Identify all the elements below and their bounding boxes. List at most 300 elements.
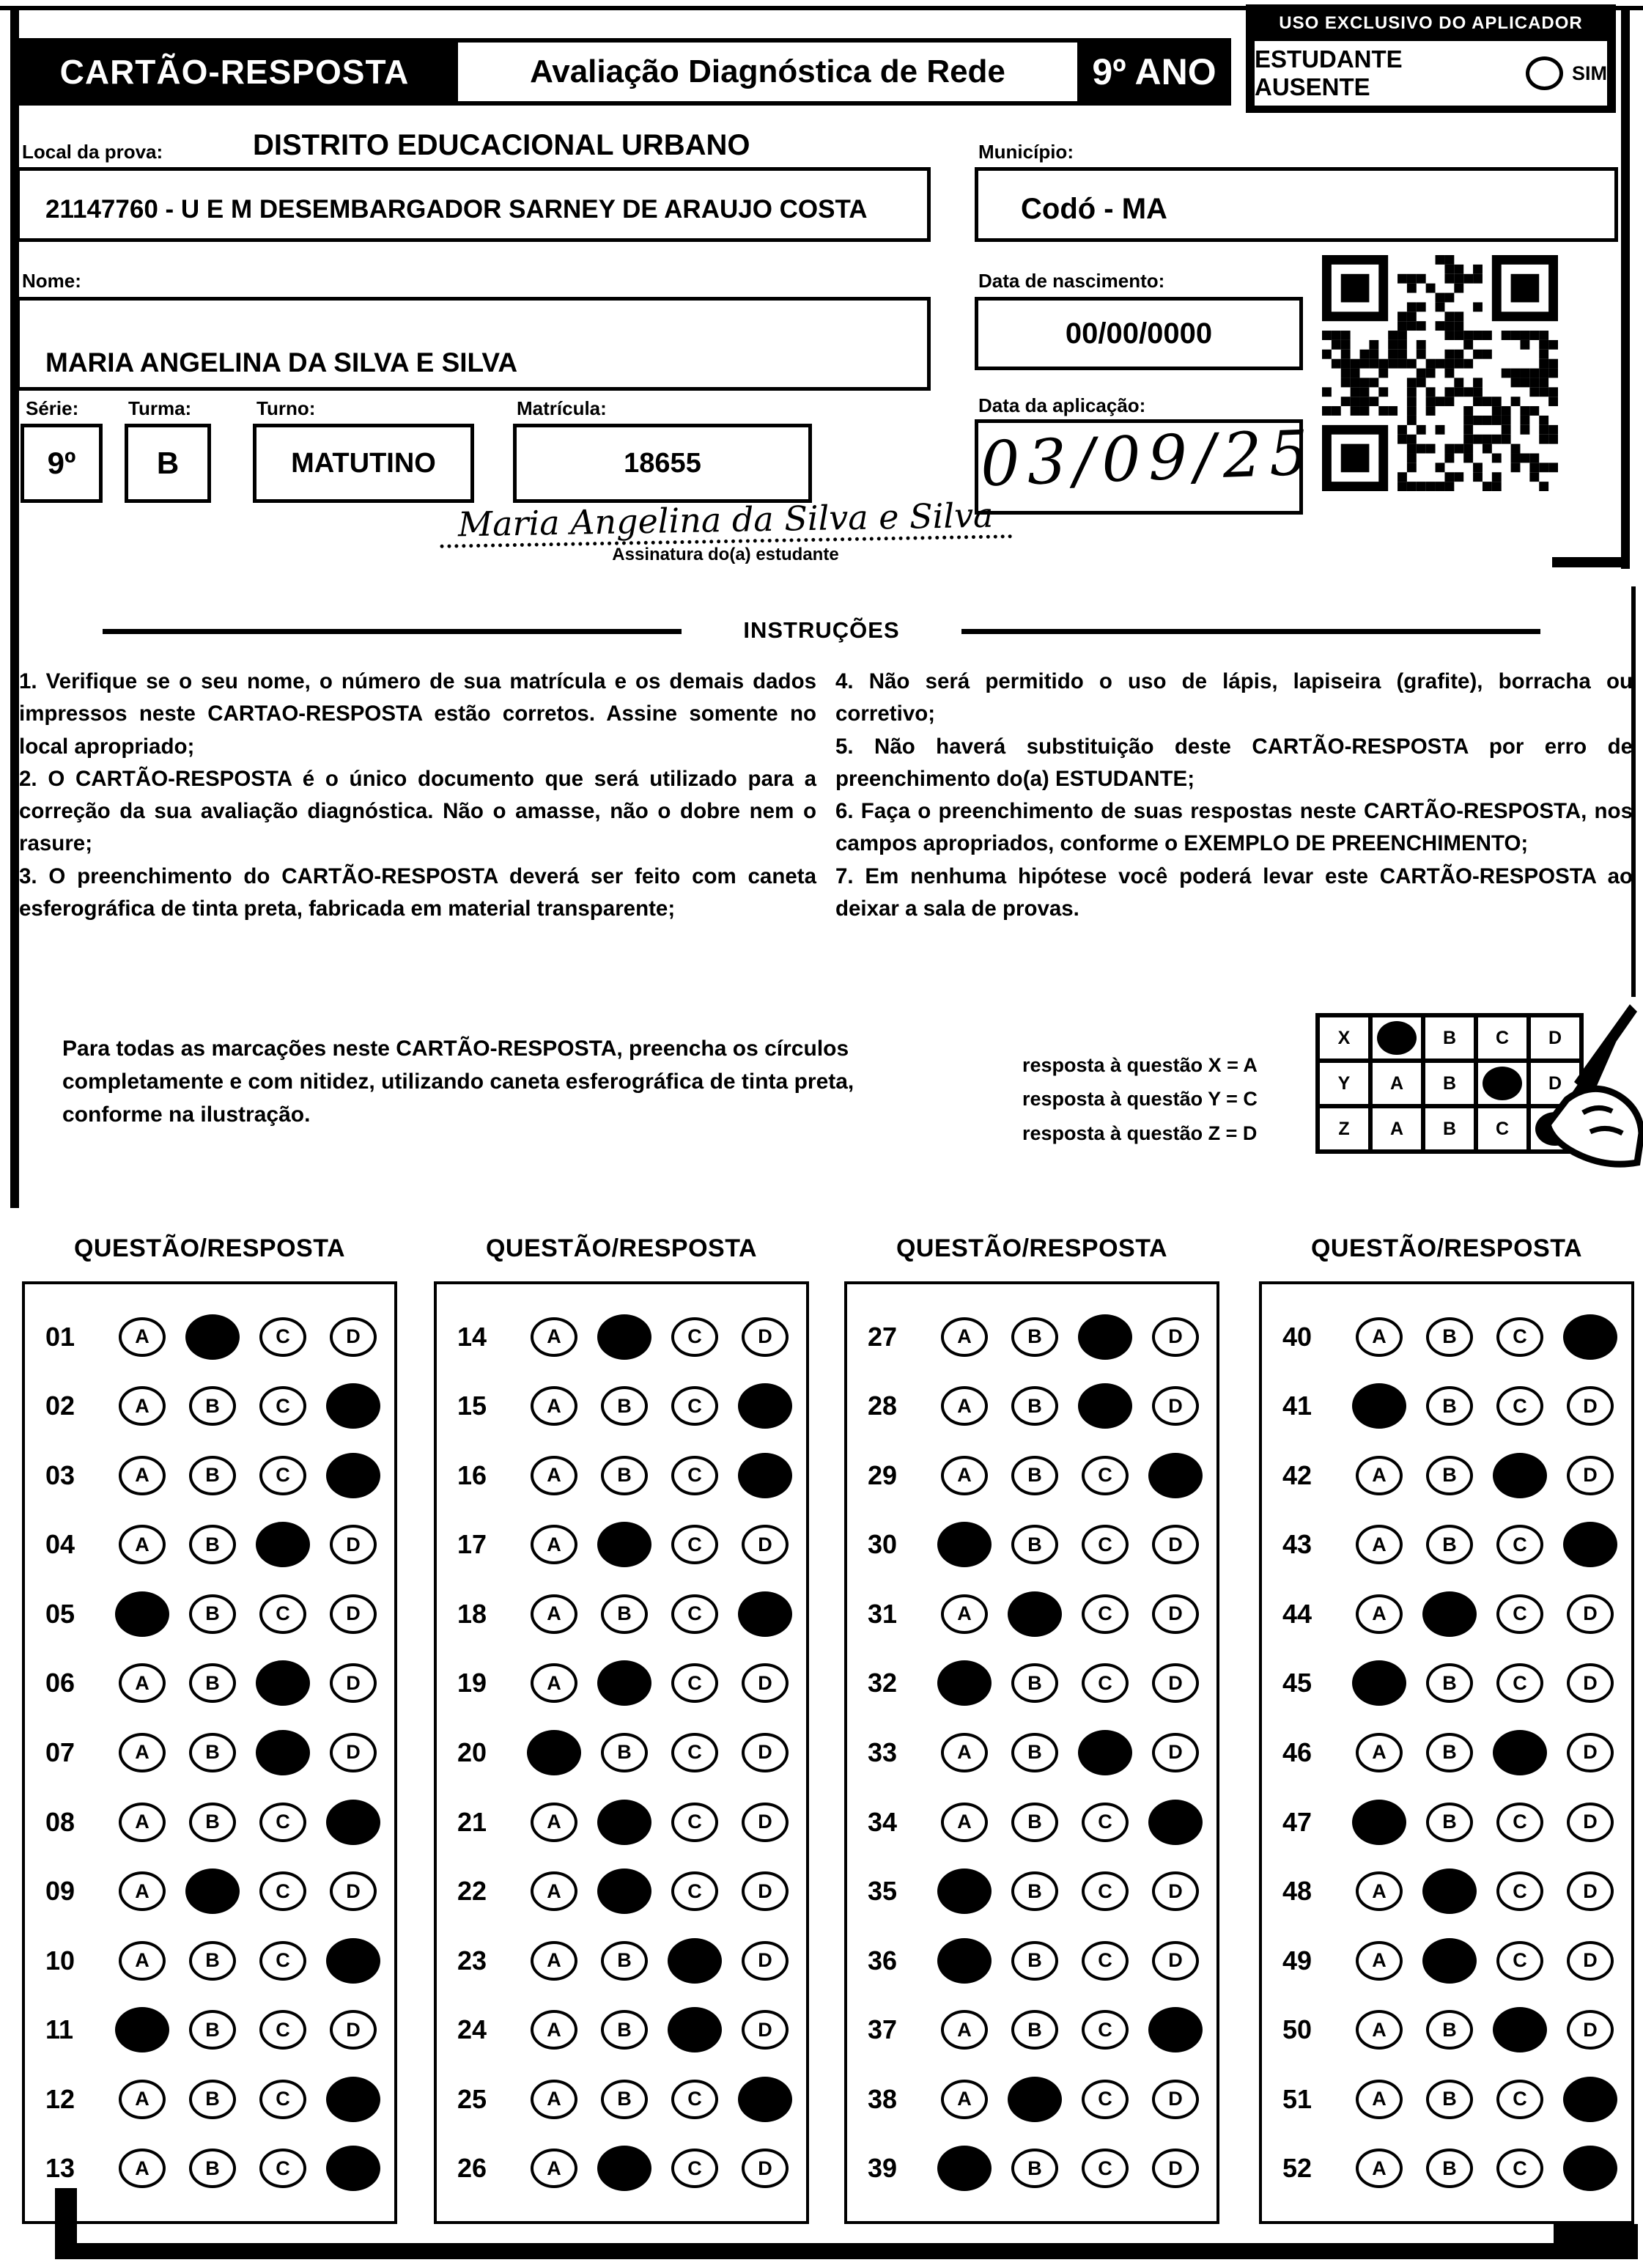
answer-bubble-26-C[interactable]: C bbox=[671, 2149, 718, 2188]
answer-bubble-26-D[interactable]: D bbox=[742, 2149, 789, 2188]
answer-bubble-27-C[interactable] bbox=[1078, 1314, 1132, 1360]
answer-bubble-06-B[interactable]: B bbox=[189, 1663, 236, 1703]
answer-bubble-51-A[interactable]: A bbox=[1356, 2080, 1403, 2119]
answer-bubble-50-D[interactable]: D bbox=[1567, 2010, 1614, 2050]
answer-bubble-36-C[interactable]: C bbox=[1082, 1941, 1129, 1981]
answer-bubble-32-A[interactable] bbox=[937, 1660, 992, 1706]
bubble-cell bbox=[1555, 1314, 1625, 1360]
answer-bubble-09-D[interactable]: D bbox=[330, 1871, 377, 1911]
answer-bubble-05-C[interactable]: C bbox=[259, 1594, 306, 1634]
answer-bubble-04-D[interactable]: D bbox=[330, 1525, 377, 1564]
bubble-cell bbox=[589, 1733, 660, 1772]
bubble-cell bbox=[1070, 2010, 1140, 2050]
question-number: 20 bbox=[457, 1737, 487, 1767]
answer-bubble-41-A[interactable] bbox=[1352, 1383, 1406, 1429]
answer-bubble-22-C[interactable]: C bbox=[671, 1871, 718, 1911]
answer-bubble-39-A[interactable] bbox=[937, 2146, 992, 2191]
bubble-cell bbox=[318, 2010, 388, 2050]
answer-bubble-33-A[interactable]: A bbox=[941, 1733, 988, 1772]
answer-bubble-16-D[interactable] bbox=[738, 1453, 792, 1498]
answer-bubble-34-D[interactable] bbox=[1148, 1800, 1203, 1845]
answer-bubble-01-B[interactable] bbox=[185, 1314, 240, 1360]
answer-bubble-23-C[interactable] bbox=[668, 1938, 722, 1984]
answer-bubble-51-D[interactable] bbox=[1563, 2077, 1617, 2122]
answer-bubble-42-B[interactable]: B bbox=[1426, 1456, 1473, 1495]
answer-bubble-19-D[interactable]: D bbox=[742, 1663, 789, 1703]
answer-bubble-40-A[interactable]: A bbox=[1356, 1317, 1403, 1357]
bubble-cell bbox=[107, 1317, 177, 1357]
answer-bubble-48-C[interactable]: C bbox=[1496, 1871, 1543, 1911]
answer-bubble-01-D[interactable]: D bbox=[330, 1317, 377, 1357]
bubble-cell bbox=[1344, 1660, 1414, 1706]
bubble-cell bbox=[1000, 1386, 1070, 1426]
answer-bubble-36-D[interactable]: D bbox=[1152, 1941, 1199, 1981]
bubble-cell bbox=[1414, 1456, 1485, 1495]
answer-bubble-47-A[interactable] bbox=[1352, 1800, 1406, 1845]
bubble-cell bbox=[929, 1456, 1000, 1495]
bubble-cell bbox=[1555, 1386, 1625, 1426]
answer-bubble-16-B[interactable]: B bbox=[601, 1456, 648, 1495]
answer-bubble-02-D[interactable] bbox=[326, 1383, 380, 1429]
answer-bubble-37-B[interactable]: B bbox=[1011, 2010, 1058, 2050]
answer-bubble-31-D[interactable]: D bbox=[1152, 1594, 1199, 1634]
answer-bubble-41-D[interactable]: D bbox=[1567, 1386, 1614, 1426]
bubble-cell bbox=[730, 1803, 800, 1842]
applicator-box bbox=[1246, 4, 1616, 113]
answer-bubble-24-D[interactable]: D bbox=[742, 2010, 789, 2050]
question-row bbox=[847, 1800, 1216, 1845]
answer-bubble-12-D[interactable] bbox=[326, 2077, 380, 2122]
answer-bubble-13-D[interactable] bbox=[326, 2146, 380, 2191]
bubble-cell bbox=[519, 1663, 589, 1703]
answer-bubble-38-B[interactable] bbox=[1008, 2077, 1062, 2122]
answer-bubble-05-D[interactable]: D bbox=[330, 1594, 377, 1634]
question-row bbox=[25, 1800, 394, 1845]
bubble-cell bbox=[1000, 1663, 1070, 1703]
answers-header-2: QUESTÃO/RESPOSTA bbox=[485, 1234, 758, 1262]
question-number: 37 bbox=[868, 2014, 898, 2045]
question-row bbox=[25, 1730, 394, 1775]
answer-bubble-46-D[interactable]: D bbox=[1567, 1733, 1614, 1772]
bubble-cell bbox=[589, 1660, 660, 1706]
example-row-label: Y bbox=[1315, 1058, 1373, 1108]
bubble-cell bbox=[1555, 1456, 1625, 1495]
answer-bubble-49-C[interactable]: C bbox=[1496, 1941, 1543, 1981]
bubble-cell bbox=[1070, 1456, 1140, 1495]
answer-bubble-52-B[interactable]: B bbox=[1426, 2149, 1473, 2188]
answer-bubble-10-C[interactable]: C bbox=[259, 1941, 306, 1981]
question-number: 05 bbox=[45, 1598, 75, 1629]
local-label: Local da prova: bbox=[22, 141, 163, 163]
answer-bubble-27-A[interactable]: A bbox=[941, 1317, 988, 1357]
bubble-cell bbox=[1000, 1733, 1070, 1772]
answer-bubble-01-C[interactable]: C bbox=[259, 1317, 306, 1357]
answer-bubble-28-C[interactable] bbox=[1078, 1383, 1132, 1429]
answer-bubble-33-B[interactable]: B bbox=[1011, 1733, 1058, 1772]
answer-bubble-45-C[interactable]: C bbox=[1496, 1663, 1543, 1703]
answer-bubble-13-C[interactable]: C bbox=[259, 2149, 306, 2188]
answer-bubble-36-A[interactable] bbox=[937, 1938, 992, 1984]
answer-bubble-46-A[interactable]: A bbox=[1356, 1733, 1403, 1772]
instructions-column-right bbox=[835, 666, 1633, 925]
answer-bubble-27-D[interactable]: D bbox=[1152, 1317, 1199, 1357]
answer-bubble-15-D[interactable] bbox=[738, 1383, 792, 1429]
answer-bubble-46-B[interactable]: B bbox=[1426, 1733, 1473, 1772]
answer-bubble-47-B[interactable]: B bbox=[1426, 1803, 1473, 1842]
nome-label: Nome: bbox=[22, 270, 81, 292]
turma-field: B bbox=[125, 424, 211, 503]
answer-bubble-34-B[interactable]: B bbox=[1011, 1803, 1058, 1842]
answer-bubble-49-B[interactable] bbox=[1422, 1938, 1477, 1984]
answer-bubble-04-B[interactable]: B bbox=[189, 1525, 236, 1564]
question-row bbox=[847, 2007, 1216, 2052]
answer-bubble-28-A[interactable]: A bbox=[941, 1386, 988, 1426]
answer-bubble-27-B[interactable]: B bbox=[1011, 1317, 1058, 1357]
bubble-cell bbox=[1414, 1803, 1485, 1842]
answer-bubble-31-A[interactable]: A bbox=[941, 1594, 988, 1634]
answer-bubble-15-C[interactable]: C bbox=[671, 1386, 718, 1426]
question-row bbox=[1262, 1800, 1631, 1845]
bubble-cell bbox=[589, 1800, 660, 1845]
answer-bubble-48-D[interactable]: D bbox=[1567, 1871, 1614, 1911]
answer-bubble-50-C[interactable] bbox=[1493, 2007, 1547, 2052]
answer-bubble-02-B[interactable]: B bbox=[189, 1386, 236, 1426]
answer-bubble-49-D[interactable]: D bbox=[1567, 1941, 1614, 1981]
answer-bubble-10-A[interactable]: A bbox=[119, 1941, 166, 1981]
answer-bubble-31-B[interactable] bbox=[1008, 1591, 1062, 1637]
answer-bubble-42-C[interactable] bbox=[1493, 1453, 1547, 1498]
bubble-cell bbox=[1000, 1803, 1070, 1842]
answer-bubble-18-C[interactable]: C bbox=[671, 1594, 718, 1634]
answer-bubble-15-B[interactable]: B bbox=[601, 1386, 648, 1426]
answer-bubble-33-C[interactable] bbox=[1078, 1730, 1132, 1775]
answer-bubble-37-D[interactable] bbox=[1148, 2007, 1203, 2052]
answer-bubble-41-C[interactable]: C bbox=[1496, 1386, 1543, 1426]
bubble-cell bbox=[177, 1314, 248, 1360]
answer-bubble-07-A[interactable]: A bbox=[119, 1733, 166, 1772]
bubble-cell bbox=[1414, 2010, 1485, 2050]
bubble-cell bbox=[1485, 1871, 1555, 1911]
bubble-cell bbox=[589, 1386, 660, 1426]
answer-bubble-09-A[interactable]: A bbox=[119, 1871, 166, 1911]
answer-bubble-06-D[interactable]: D bbox=[330, 1663, 377, 1703]
bubble-cell bbox=[519, 1941, 589, 1981]
answer-bubble-45-A[interactable] bbox=[1352, 1660, 1406, 1706]
answer-bubble-25-C[interactable]: C bbox=[671, 2080, 718, 2119]
answer-bubble-43-A[interactable]: A bbox=[1356, 1525, 1403, 1564]
answer-bubble-19-A[interactable]: A bbox=[531, 1663, 577, 1703]
answer-bubble-03-D[interactable] bbox=[326, 1453, 380, 1498]
question-row bbox=[437, 2077, 806, 2122]
question-row bbox=[25, 1868, 394, 1914]
bubble-cell bbox=[660, 2080, 730, 2119]
grade-badge: 9º ANO bbox=[1092, 51, 1216, 92]
answer-bubble-52-D[interactable] bbox=[1563, 2146, 1617, 2191]
answer-bubble-14-D[interactable]: D bbox=[742, 1317, 789, 1357]
bubble-cell bbox=[1344, 1456, 1414, 1495]
answer-bubble-45-B[interactable]: B bbox=[1426, 1663, 1473, 1703]
question-number: 11 bbox=[45, 2014, 74, 2045]
answer-bubble-20-B[interactable]: B bbox=[601, 1733, 648, 1772]
answer-bubble-35-C[interactable]: C bbox=[1082, 1871, 1129, 1911]
answer-bubble-39-C[interactable]: C bbox=[1082, 2149, 1129, 2188]
answer-bubble-12-B[interactable]: B bbox=[189, 2080, 236, 2119]
answer-bubble-05-A[interactable] bbox=[115, 1591, 169, 1637]
question-row bbox=[1262, 2007, 1631, 2052]
instructions-rule-left bbox=[103, 629, 682, 634]
bubble-cell bbox=[1344, 1941, 1414, 1981]
answer-bubble-14-A[interactable]: A bbox=[531, 1317, 577, 1357]
answer-bubble-21-A[interactable]: A bbox=[531, 1803, 577, 1842]
question-row bbox=[1262, 1453, 1631, 1498]
bubble-cell bbox=[107, 1803, 177, 1842]
question-row bbox=[1262, 1730, 1631, 1775]
answer-bubble-40-D[interactable] bbox=[1563, 1314, 1617, 1360]
bubble-cell bbox=[248, 2080, 318, 2119]
answer-bubble-32-C[interactable]: C bbox=[1082, 1663, 1129, 1703]
answer-bubble-12-C[interactable]: C bbox=[259, 2080, 306, 2119]
school-field: 21147760 - U E M DESEMBARGADOR SARNEY DE ARAUJO COSTA bbox=[16, 167, 931, 242]
answer-bubble-28-D[interactable]: D bbox=[1152, 1386, 1199, 1426]
answer-bubble-02-A[interactable]: A bbox=[119, 1386, 166, 1426]
answer-bubble-30-D[interactable]: D bbox=[1152, 1525, 1199, 1564]
answer-bubble-34-A[interactable]: A bbox=[941, 1803, 988, 1842]
answer-bubble-29-B[interactable]: B bbox=[1011, 1456, 1058, 1495]
answer-bubble-39-B[interactable]: B bbox=[1011, 2149, 1058, 2188]
answer-bubble-49-A[interactable]: A bbox=[1356, 1941, 1403, 1981]
answer-bubble-07-B[interactable]: B bbox=[189, 1733, 236, 1772]
instruction-item: 6. Faça o preenchimento de suas respostas neste CARTÃO-RESPOSTA, nos campos apropriados, conforme o EXEMPLO DE PREENCHIMENTO; bbox=[835, 799, 1633, 856]
bubble-cell bbox=[660, 2149, 730, 2188]
absent-sim-bubble[interactable] bbox=[1526, 56, 1563, 90]
answer-bubble-18-B[interactable]: B bbox=[601, 1594, 648, 1634]
bubble-cell bbox=[1000, 1871, 1070, 1911]
answer-bubble-38-C[interactable]: C bbox=[1082, 2080, 1129, 2119]
answer-bubble-16-A[interactable]: A bbox=[531, 1456, 577, 1495]
answer-bubble-21-B[interactable] bbox=[597, 1800, 651, 1845]
answer-bubble-06-C[interactable] bbox=[256, 1660, 310, 1706]
answer-bubble-26-A[interactable]: A bbox=[531, 2149, 577, 2188]
answer-bubble-02-C[interactable]: C bbox=[259, 1386, 306, 1426]
answer-bubble-17-C[interactable]: C bbox=[671, 1525, 718, 1564]
answer-bubble-06-A[interactable]: A bbox=[119, 1663, 166, 1703]
answer-bubble-25-D[interactable] bbox=[738, 2077, 792, 2122]
answer-bubble-40-B[interactable]: B bbox=[1426, 1317, 1473, 1357]
answer-bubble-35-B[interactable]: B bbox=[1011, 1871, 1058, 1911]
answer-bubble-08-C[interactable]: C bbox=[259, 1803, 306, 1842]
bubble-cell bbox=[660, 1594, 730, 1634]
bubble-cell bbox=[318, 1317, 388, 1357]
answer-bubble-30-B[interactable]: B bbox=[1011, 1525, 1058, 1564]
answer-bubble-03-A[interactable]: A bbox=[119, 1456, 166, 1495]
answer-bubble-21-D[interactable]: D bbox=[742, 1803, 789, 1842]
bubble-cell bbox=[107, 1525, 177, 1564]
answer-bubble-50-B[interactable]: B bbox=[1426, 2010, 1473, 2050]
answer-bubble-08-D[interactable] bbox=[326, 1800, 380, 1845]
bubble-cell bbox=[1485, 1663, 1555, 1703]
bubble-cell bbox=[177, 2010, 248, 2050]
answer-bubble-52-C[interactable]: C bbox=[1496, 2149, 1543, 2188]
bubble-cell bbox=[107, 1456, 177, 1495]
answer-bubble-42-D[interactable]: D bbox=[1567, 1456, 1614, 1495]
answer-bubble-48-B[interactable] bbox=[1422, 1868, 1477, 1914]
answer-bubble-11-C[interactable]: C bbox=[259, 2010, 306, 2050]
answer-bubble-01-A[interactable]: A bbox=[119, 1317, 166, 1357]
bottom-right-corner-mark bbox=[1554, 2224, 1638, 2259]
answer-bubble-23-B[interactable]: B bbox=[601, 1941, 648, 1981]
bubble-cell bbox=[1344, 1871, 1414, 1911]
answer-bubble-36-B[interactable]: B bbox=[1011, 1941, 1058, 1981]
answer-bubble-32-B[interactable]: B bbox=[1011, 1663, 1058, 1703]
answer-bubble-09-C[interactable]: C bbox=[259, 1871, 306, 1911]
answer-bubble-26-B[interactable] bbox=[597, 2146, 651, 2191]
answer-bubble-52-A[interactable]: A bbox=[1356, 2149, 1403, 2188]
answer-bubble-31-C[interactable]: C bbox=[1082, 1594, 1129, 1634]
answer-bubble-19-C[interactable]: C bbox=[671, 1663, 718, 1703]
bubble-cell bbox=[929, 1803, 1000, 1842]
answer-bubble-22-A[interactable]: A bbox=[531, 1871, 577, 1911]
answer-bubble-29-C[interactable]: C bbox=[1082, 1456, 1129, 1495]
answer-bubble-08-B[interactable]: B bbox=[189, 1803, 236, 1842]
answer-bubble-46-C[interactable] bbox=[1493, 1730, 1547, 1775]
answer-bubble-11-B[interactable]: B bbox=[189, 2010, 236, 2050]
question-number: 49 bbox=[1282, 1945, 1312, 1976]
answer-bubble-34-C[interactable]: C bbox=[1082, 1803, 1129, 1842]
question-row bbox=[25, 1522, 394, 1567]
question-number: 21 bbox=[457, 1806, 487, 1837]
answer-bubble-04-C[interactable] bbox=[256, 1522, 310, 1567]
answer-bubble-30-A[interactable] bbox=[937, 1522, 992, 1567]
answer-bubble-38-A[interactable]: A bbox=[941, 2080, 988, 2119]
answer-bubble-07-D[interactable]: D bbox=[330, 1733, 377, 1772]
answer-bubble-14-C[interactable]: C bbox=[671, 1317, 718, 1357]
bubble-cell bbox=[1000, 2010, 1070, 2050]
bubble-cell bbox=[1344, 1800, 1414, 1845]
answer-bubble-45-D[interactable]: D bbox=[1567, 1663, 1614, 1703]
bubble-cell bbox=[1000, 1525, 1070, 1564]
answer-bubble-08-A[interactable]: A bbox=[119, 1803, 166, 1842]
answer-bubble-18-D[interactable] bbox=[738, 1591, 792, 1637]
answers-column-3 bbox=[844, 1281, 1219, 2224]
answer-bubble-51-C[interactable]: C bbox=[1496, 2080, 1543, 2119]
answer-bubble-44-A[interactable]: A bbox=[1356, 1594, 1403, 1634]
answer-bubble-10-D[interactable] bbox=[326, 1938, 380, 1984]
answer-bubble-19-B[interactable] bbox=[597, 1660, 651, 1706]
answer-bubble-37-C[interactable]: C bbox=[1082, 2010, 1129, 2050]
answer-bubble-11-D[interactable]: D bbox=[330, 2010, 377, 2050]
answer-bubble-25-A[interactable]: A bbox=[531, 2080, 577, 2119]
answer-bubble-17-D[interactable]: D bbox=[742, 1525, 789, 1564]
header-bar bbox=[15, 38, 1231, 106]
answer-bubble-20-D[interactable]: D bbox=[742, 1733, 789, 1772]
bubble-cell bbox=[177, 1386, 248, 1426]
bubble-cell bbox=[177, 1663, 248, 1703]
answer-bubble-13-A[interactable]: A bbox=[119, 2149, 166, 2188]
answer-bubble-03-C[interactable]: C bbox=[259, 1456, 306, 1495]
bubble-cell bbox=[1344, 1383, 1414, 1429]
bubble-cell bbox=[248, 1594, 318, 1634]
answer-bubble-28-B[interactable]: B bbox=[1011, 1386, 1058, 1426]
answer-bubble-16-C[interactable]: C bbox=[671, 1456, 718, 1495]
answer-bubble-47-D[interactable]: D bbox=[1567, 1803, 1614, 1842]
answer-bubble-20-C[interactable]: C bbox=[671, 1733, 718, 1772]
answer-bubble-05-B[interactable]: B bbox=[189, 1594, 236, 1634]
answer-bubble-40-C[interactable]: C bbox=[1496, 1317, 1543, 1357]
bubble-cell bbox=[177, 1594, 248, 1634]
bubble-cell bbox=[730, 1525, 800, 1564]
answer-bubble-39-D[interactable]: D bbox=[1152, 2149, 1199, 2188]
answer-bubble-22-B[interactable] bbox=[597, 1868, 651, 1914]
question-number: 46 bbox=[1282, 1737, 1312, 1767]
answer-bubble-12-A[interactable]: A bbox=[119, 2080, 166, 2119]
answer-bubble-43-C[interactable]: C bbox=[1496, 1525, 1543, 1564]
answer-bubble-03-B[interactable]: B bbox=[189, 1456, 236, 1495]
answer-bubble-44-B[interactable] bbox=[1422, 1591, 1477, 1637]
answer-bubble-11-A[interactable] bbox=[115, 2007, 169, 2052]
answer-bubble-21-C[interactable]: C bbox=[671, 1803, 718, 1842]
answer-bubble-23-D[interactable]: D bbox=[742, 1941, 789, 1981]
answer-bubble-44-C[interactable]: C bbox=[1496, 1594, 1543, 1634]
answer-bubble-24-B[interactable]: B bbox=[601, 2010, 648, 2050]
answer-bubble-14-B[interactable] bbox=[597, 1314, 651, 1360]
answer-bubble-38-D[interactable]: D bbox=[1152, 2080, 1199, 2119]
answer-bubble-30-C[interactable]: C bbox=[1082, 1525, 1129, 1564]
answer-bubble-07-C[interactable] bbox=[256, 1730, 310, 1775]
answer-bubble-43-B[interactable]: B bbox=[1426, 1525, 1473, 1564]
answer-bubble-37-A[interactable]: A bbox=[941, 2010, 988, 2050]
answer-bubble-13-B[interactable]: B bbox=[189, 2149, 236, 2188]
answer-bubble-17-A[interactable]: A bbox=[531, 1525, 577, 1564]
nascimento-field: 00/00/0000 bbox=[975, 297, 1303, 370]
answer-bubble-29-A[interactable]: A bbox=[941, 1456, 988, 1495]
question-number: 27 bbox=[868, 1321, 898, 1352]
example-legend-line: resposta à questão X = A bbox=[1022, 1054, 1258, 1076]
bubble-cell bbox=[1070, 1594, 1140, 1634]
answer-bubble-47-C[interactable]: C bbox=[1496, 1803, 1543, 1842]
answer-bubble-23-A[interactable]: A bbox=[531, 1941, 577, 1981]
answer-bubble-43-D[interactable] bbox=[1563, 1522, 1617, 1567]
answer-bubble-20-A[interactable] bbox=[527, 1730, 581, 1775]
answer-bubble-35-A[interactable] bbox=[937, 1868, 992, 1914]
answer-bubble-32-D[interactable]: D bbox=[1152, 1663, 1199, 1703]
answer-bubble-22-D[interactable]: D bbox=[742, 1871, 789, 1911]
answer-bubble-24-A[interactable]: A bbox=[531, 2010, 577, 2050]
question-number: 25 bbox=[457, 2083, 487, 2114]
instruction-item: 3. O preenchimento do CARTÃO-RESPOSTA deverá ser feito com caneta esferográfica de tinta preta, fabricada em material transparente; bbox=[19, 864, 816, 921]
answer-bubble-18-A[interactable]: A bbox=[531, 1594, 577, 1634]
answer-bubble-41-B[interactable]: B bbox=[1426, 1386, 1473, 1426]
answer-bubble-17-B[interactable] bbox=[597, 1522, 651, 1567]
answer-bubble-44-D[interactable]: D bbox=[1567, 1594, 1614, 1634]
question-number: 39 bbox=[868, 2153, 898, 2184]
question-number: 40 bbox=[1282, 1321, 1312, 1352]
answer-bubble-35-D[interactable]: D bbox=[1152, 1871, 1199, 1911]
answer-bubble-48-A[interactable]: A bbox=[1356, 1871, 1403, 1911]
absent-label: ESTUDANTE AUSENTE bbox=[1255, 45, 1403, 100]
answer-bubble-33-D[interactable]: D bbox=[1152, 1733, 1199, 1772]
answer-bubble-04-A[interactable]: A bbox=[119, 1525, 166, 1564]
answer-bubble-25-B[interactable]: B bbox=[601, 2080, 648, 2119]
bubble-cell bbox=[1485, 2149, 1555, 2188]
answer-bubble-29-D[interactable] bbox=[1148, 1453, 1203, 1498]
answer-bubble-50-A[interactable]: A bbox=[1356, 2010, 1403, 2050]
answer-bubble-15-A[interactable]: A bbox=[531, 1386, 577, 1426]
answer-bubble-42-A[interactable]: A bbox=[1356, 1456, 1403, 1495]
answer-bubble-09-B[interactable] bbox=[185, 1868, 240, 1914]
answer-bubble-10-B[interactable]: B bbox=[189, 1941, 236, 1981]
answer-bubble-24-C[interactable] bbox=[668, 2007, 722, 2052]
answer-bubble-51-B[interactable]: B bbox=[1426, 2080, 1473, 2119]
